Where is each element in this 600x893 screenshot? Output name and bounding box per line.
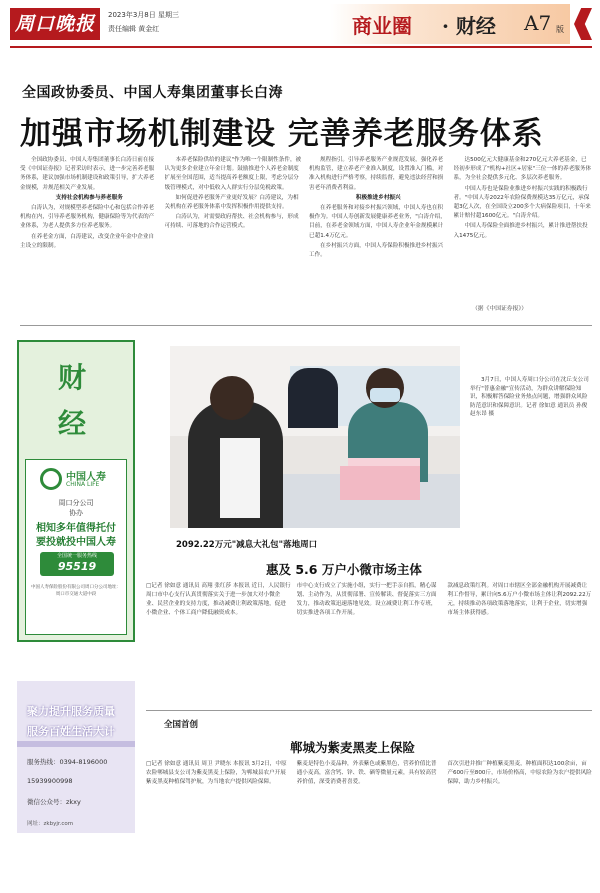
story3-col-1: □记者 徐如意 通讯员 周卫 尹晓东 本报讯 3月2日，中原农险郸城县支公司为紫麦黑麦上保险，为郸城县农户开展紫麦黑麦种植保驾护航，为当地农户提供风险保障。 bbox=[146, 761, 287, 785]
lead-para: 中国人寿也是保险业推进乡村振兴实践的积极践行者。"中国人寿2022年农险保费规模达35万亿元，承保超3亿人次，在全国设立200多个大病保险项目，十年来累计赔付超1600亿元。"白涛介绍。 bbox=[453, 185, 591, 220]
story3-col-2: 紫麦是特色小麦品种，外表紫色或紫黑色，营养价值比普通小麦高，富含钙、锌、铁、硒等微量元素，具有较高营养价值，深受消费者喜爱。 bbox=[296, 761, 437, 785]
story3-body bbox=[146, 760, 592, 884]
newspaper-logo[interactable]: 周口晚报 bbox=[10, 8, 100, 40]
ad-branch: 周口分公司 bbox=[58, 499, 94, 507]
lead-para: 全国政协委员、中国人寿集团董事长白涛日前在接受《中国证券报》记者采访时表示，进一步完善养老服务体系，建议加强市场机制建设和政策引导，扩大养老金规模，并规范相关产业发展。 bbox=[20, 157, 155, 191]
photo-person-back bbox=[288, 368, 338, 428]
page-suffix: 版 bbox=[556, 25, 564, 34]
header-divider bbox=[10, 46, 592, 48]
page-number: A7 bbox=[524, 11, 552, 35]
story2-col-2: 市中心支行成立了实施小组，实行一把手亲自抓，精心谋划、主动作为，从贯彻部署、宣传解读、督促落实三方面发力，推动政策迅速落地见效。设立减费让利工作专班，切实推进各项工作开展。 bbox=[296, 583, 437, 616]
lead-col-4 bbox=[454, 156, 593, 311]
china-life-ad[interactable] bbox=[17, 340, 135, 642]
photo-head-left bbox=[210, 376, 254, 420]
section-divider bbox=[146, 710, 592, 711]
story3-col-3: 首次引进并推广种植紫麦黑麦，种植面积达100余亩，亩产600斤至800斤，市场价格高，中原农险为农户提供风险保障，助力乡村振兴。 bbox=[447, 761, 592, 785]
story2-title[interactable]: 惠及 5.6 万户小微市场主体 bbox=[266, 562, 422, 577]
ad2-phone-1: 服务热线：0394-8196000 bbox=[27, 758, 108, 766]
lead-col-1 bbox=[20, 156, 159, 311]
photo-mask bbox=[370, 388, 400, 402]
lead-section-title: 积极推进乡村振兴 bbox=[355, 194, 401, 201]
ad-panel bbox=[25, 459, 127, 635]
lead-para: 白涛认为，对需要政府帮扶、社会机构参与，形成可持续、可落地的合作运营模式。 bbox=[164, 214, 299, 230]
story2-col-1: □记者 徐如意 通讯员 高翔 张红莎 本报讯 近日，人民银行周口市中心支行认真贯彻落实关于进一步加大对小微企业、民营企业的支持力度，推动减费让利政策落地，促进小微企业、个体工商户降低融资成本。 bbox=[146, 583, 291, 616]
lead-headline[interactable]: 加强市场机制建设 完善养老服务体系 bbox=[20, 116, 544, 152]
story2-kicker: 2092.22万元"减息大礼包"落地周口 bbox=[176, 540, 318, 550]
ad-word-cai: 财 bbox=[57, 361, 94, 394]
ad2-phone-2: 15939900998 bbox=[27, 777, 73, 785]
news-photo[interactable] bbox=[170, 346, 460, 528]
ad-brand-en: CHINA LIFE bbox=[66, 481, 100, 488]
chevron-icon bbox=[574, 8, 592, 40]
ad-hotline-badge[interactable] bbox=[40, 552, 114, 576]
lead-para: 如何促进养老服务产业更好发展？白涛建议，为相关机构在养老服务体系中发挥积极作用提供支持。 bbox=[164, 194, 299, 211]
lead-para: 中国人寿保险全面推进乡村振兴，累计推进帮扶投入1475亿元。 bbox=[453, 223, 588, 239]
lead-para: 在养老金方面，白涛建议，改变企业年金中企业自主设立的限制。 bbox=[20, 233, 155, 249]
ad-hotline-number: 95519 bbox=[57, 560, 97, 573]
story3-title[interactable]: 郸城为紫麦黑麦上保险 bbox=[290, 740, 416, 755]
lead-section-title: 支持社会机构参与养老服务 bbox=[55, 194, 123, 201]
lead-col-3 bbox=[309, 156, 448, 311]
section-divider bbox=[20, 325, 592, 326]
issue-date: 2023年3月8日 星期三 bbox=[108, 11, 179, 19]
lead-para: 在乡村振兴方面，中国人寿保险积极推进乡村振兴工作。 bbox=[309, 242, 444, 259]
ad2-stripe bbox=[17, 741, 135, 747]
ad-brand: 中国人寿 bbox=[66, 472, 106, 483]
ad-assist: 协办 bbox=[69, 509, 83, 517]
story3-kicker: 全国首创 bbox=[164, 720, 199, 730]
ad2-line-1: 聚力提升服务质量 bbox=[27, 705, 115, 718]
lead-para: 白涛认为，对规模型养老保险中心和包括合作养老机构在内，引导养老服务机构，健康保险等为代表的产业体系，为老人提供多方位养老服务。 bbox=[20, 205, 155, 230]
lead-col-2 bbox=[165, 156, 304, 311]
ad2-line-2: 服务百姓生活大计 bbox=[27, 725, 115, 738]
lead-source: （据《中国证券报》） bbox=[472, 306, 528, 312]
section-banner bbox=[330, 4, 592, 44]
masthead bbox=[0, 0, 600, 50]
section-name-a: 商业圈 bbox=[352, 14, 412, 38]
story2-col-3: 款减息政策红利。对周口市辖区全部金融机构开展减费让利工作督导，累计向5.6万户小微市场主体让利2092.22万元，持续推动各项政策落地落实，让利于企业，切实增强市场主体获得感。 bbox=[447, 583, 592, 616]
service-ad[interactable] bbox=[17, 681, 135, 833]
ad2-phone-3: 微信公众号：zkxy bbox=[27, 798, 81, 806]
section-name-b: · 财经 bbox=[442, 14, 496, 38]
story2-body bbox=[146, 582, 592, 706]
lead-para: 在养老服务和对接乡村振兴领域，中国人寿也在积极作为。中国人寿创新发展健康养老业务，"白涛介绍，目前，在养老金领域方面，中国人寿企业年金规模累计已超1.4万亿元。 bbox=[309, 205, 446, 239]
china-life-logo-icon bbox=[40, 468, 62, 490]
lead-para: 达500亿元大健康基金和270亿元大养老基金，已经初步形成了"机构+社区+居家"三位一体的养老服务体系，为全社会提供多元化、多层次养老服务。 bbox=[453, 157, 592, 182]
ad2-web: 网址：zkbyjr.com bbox=[27, 821, 74, 827]
lead-body bbox=[20, 156, 592, 311]
ad-slogan-2: 要投就投中国人寿 bbox=[36, 537, 116, 548]
photo-caption: 3月7日，中国人寿周口分公司在沈丘支公司举行"普惠金融"宣传活动，为群众讲解保险知识，积极解答保险业务热点问题，增强群众风险防范意识和保障意识。记者 徐如意 通讯员 孙俊 赵东昂 摄 bbox=[470, 377, 589, 417]
photo-shirt bbox=[220, 438, 260, 518]
lead-para: 规程指引。引导养老服务产业规范发展，强化养老机构监管，建立养老产业准入制度，设置准入门槛，对准入机构进行严格考察，持续监督，避免违法经营和损害老年消费者利益。 bbox=[309, 157, 444, 191]
lead-subhead: 全国政协委员、中国人寿集团董事长白涛 bbox=[22, 85, 283, 101]
ad-word-jing: 经 bbox=[57, 407, 94, 440]
ad-hotline-label: 全国统一服务热线 bbox=[56, 553, 97, 559]
ad-slogan-1: 相知多年值得托付 bbox=[36, 523, 116, 534]
lead-para: 本养老保险供给的建议"作为唯一个限制性条件，被认为更多企业建立年金计划。鼓励推进个人养老金制度扩展至全国范围，适当提高养老额度上限，考虑分层分级管理模式，对中低收入人群实行分层免税政策。 bbox=[164, 157, 302, 191]
editor-credit: 责任编辑 黄金红 bbox=[108, 25, 160, 33]
photo-papers bbox=[340, 466, 420, 500]
ad-address: 中国人寿保险股份有限公司周口分公司地址：周口市交通大道中段 bbox=[31, 585, 121, 597]
